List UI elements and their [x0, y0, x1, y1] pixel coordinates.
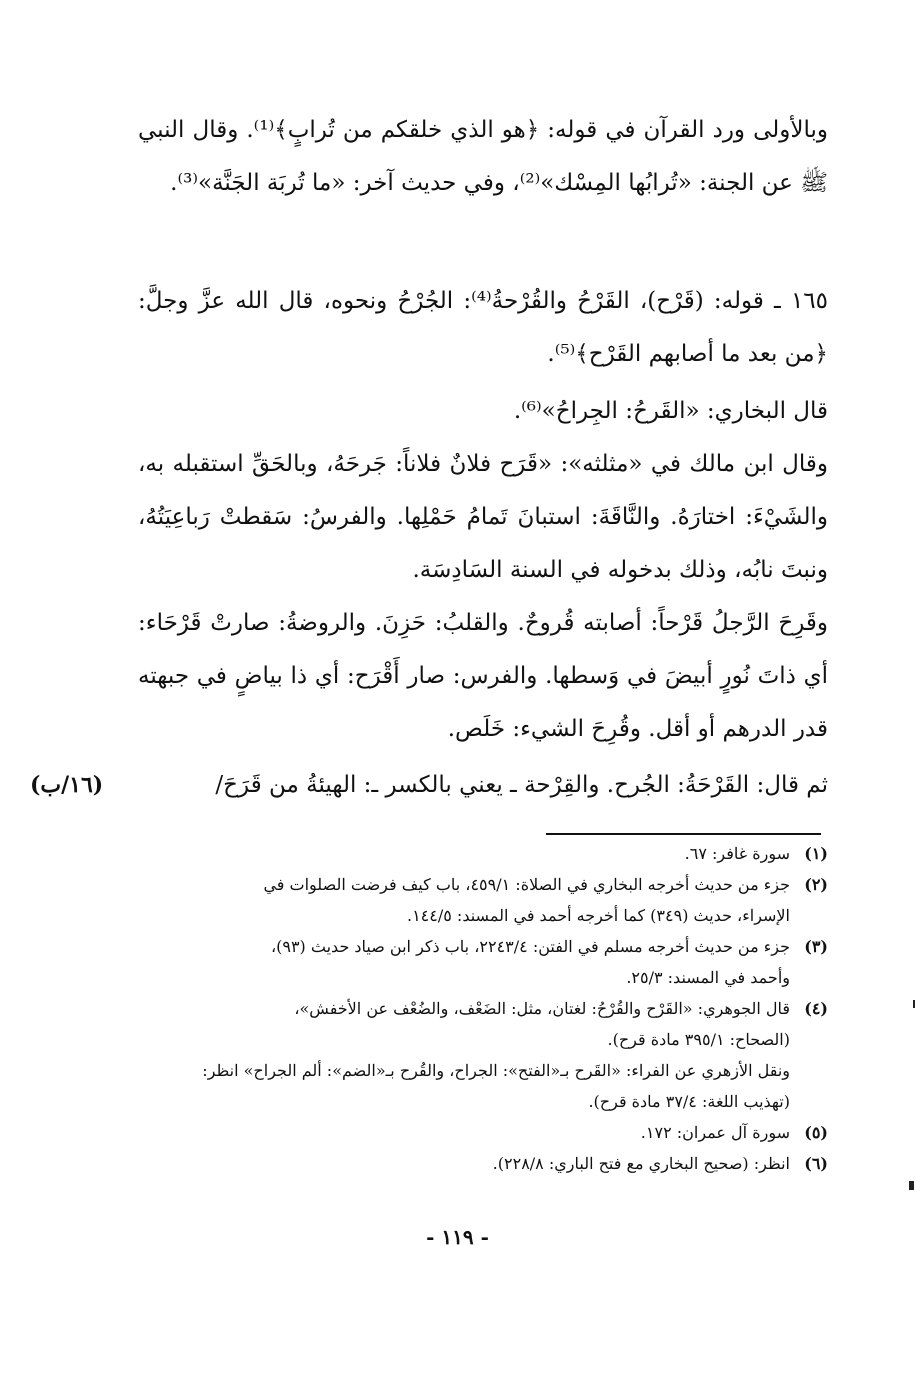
footnote-4-azhari-cont — [138, 1086, 828, 1117]
footnote-2 — [138, 869, 828, 900]
footnote-6 — [138, 1148, 828, 1179]
footnote-text: قال الجوهري: «القَرْح والقُرْحُ: لغتان، مثل: الضَعْف، والضُعْف عن الأخفش»، — [294, 999, 790, 1018]
footnote-text: سورة غافر: ٦٧. — [684, 844, 790, 863]
footnote-number: (١) — [804, 844, 828, 863]
paragraph-3-bukhari: قال البخاري: «القَرحُ: الجِراحُ»⁽⁶⁾. — [513, 398, 828, 424]
footnote-number: (٢) — [804, 875, 828, 894]
paragraph-1: وبالأولى ورد القرآن في قوله: ﴿هو الذي خلقكم من تُرابٍ﴾⁽¹⁾. وقال النبي ﷺ عن الجنة: «تُرابُها المِسْك»⁽²⁾، وفي حديث آخر: «ما تُربَة الجَنَّة»⁽³⁾. — [138, 117, 828, 196]
footnote-3 — [138, 931, 828, 962]
footnote-3-cont — [138, 962, 828, 993]
footnote-number: (٥) — [804, 1123, 828, 1142]
paragraph-5: وقَرِحَ الرَّجلُ قَرْحاً: أصابته قُروحٌ. والقلبُ: حَزِنَ. والروضةُ: صارتْ قَرْحَاء: أي ذاتَ نُورٍ أبيضَ في وَسطها. والفرس: صار أَقْرَح: أي ذا بياضٍ في جبهته قدر الدرهم أو أقل. وقُرِحَ الشيء: خَلَص. — [138, 610, 828, 742]
paragraph-2-entry-165: ١٦٥ ـ قوله: (قَرْح)، القَرْحُ والقُرْحةُ⁽⁴⁾: الجُرْحُ ونحوه، قال الله عزَّ وجلَّ: ﴿من بعد ما أصابهم القَرْح﴾⁽⁵⁾. — [138, 288, 828, 367]
footnote-2-cont — [138, 900, 828, 931]
footnote-text: جزء من حديث أخرجه البخاري في الصلاة: ٤٥٩/١، باب كيف فرضت الصلوات في — [263, 875, 790, 894]
footnote-text: انظر: (صحيح البخاري مع فتح الباري: ٢٢٨/٨). — [492, 1154, 790, 1173]
footnote-divider — [546, 833, 821, 835]
manuscript-folio-ref: (١٦/ب) — [30, 772, 104, 798]
footnote-text: (تهذيب اللغة: ٣٧/٤ مادة قرح). — [588, 1092, 790, 1111]
footnote-number: (٤) — [804, 999, 828, 1018]
footnote-number: (٣) — [804, 937, 828, 956]
footnote-number: (٦) — [804, 1154, 828, 1173]
footnote-4-azhari — [138, 1055, 828, 1086]
footnote-1 — [138, 838, 828, 869]
footnote-text: سورة آل عمران: ١٧٢. — [640, 1123, 790, 1142]
footnote-text: ونقل الأزهري عن الفراء: «القَرح بـ«الفتح»: الجراح، والقُرح بـ«الضم»: ألم الجراح» انظر: — [202, 1061, 790, 1080]
footnote-text: (الصحاح: ٣٩٥/١ مادة قرح). — [607, 1030, 790, 1049]
paragraph-4-ibn-malik: وقال ابن مالك في «مثلثه»: «قَرَح فلانٌ فلاناً: جَرحَهُ، وبالحَقِّ استقبله به، والشَيْءَ: اختارَهُ. والنَّاقَةَ: استبانَ تَمامُ حَمْلِها. والفرسُ: سَقطتْ رَباعِيَتُهُ، ونبتَ نابُه، وذلك بدخوله في السنة السَادِسَة. — [138, 451, 828, 583]
paragraph-6: ثم قال: القَرْحَةُ: الجُرح. والقِرْحة ـ يعني بالكسر ـ: الهيئةُ من قَرَحَ/ — [215, 772, 828, 798]
scan-speck — [909, 1181, 914, 1190]
footnote-text: جزء من حديث أخرجه مسلم في الفتن: ٢٢٤٣/٤، باب ذكر ابن صياد حديث (٩٣)، — [270, 937, 790, 956]
footnote-4 — [138, 993, 828, 1024]
footnote-text: الإسراء، حديث (٣٤٩) كما أخرجه أحمد في المسند: ١٤٤/٥. — [406, 906, 790, 925]
footnote-text: وأحمد في المسند: ٢٥/٣. — [626, 968, 790, 987]
footnote-5 — [138, 1117, 828, 1148]
footnotes — [138, 838, 828, 1179]
footnote-4-cont — [138, 1024, 828, 1055]
page-number: - ١١٩ - — [426, 1225, 489, 1249]
